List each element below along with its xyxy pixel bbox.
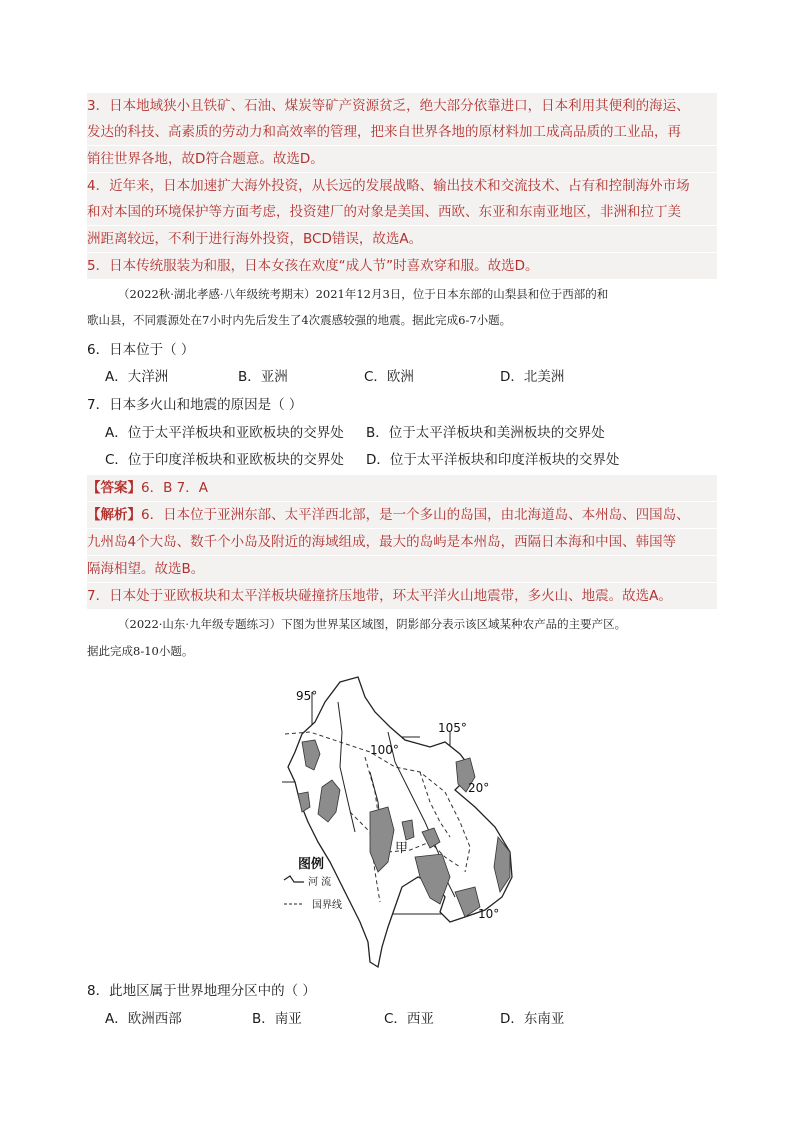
q8-option-d[interactable]: D．东南亚 [500,1011,565,1027]
explanation-line: 4．近年来，日本加速扩大海外投资，从长远的发展战略、输出技术和交流技术、占有和控制海外市场 [87,173,717,199]
analysis-line: 7．日本处于亚欧板块和太平洋板块碰撞挤压地带，环太平洋火山地震带，多火山、地震。故选A。 [87,583,717,609]
explanation-line: 3．日本地域狭小且铁矿、石油、煤炭等矿产资源贫乏，绝大部分依靠进口，日本利用其便利的海运、 [87,93,717,119]
q7-option-b[interactable]: B．位于太平洋板块和美洲板块的交界处 [366,425,605,441]
analysis-line [87,502,717,528]
analysis-line: 隔海相望。故选B。 [87,556,717,582]
q6-option-b[interactable]: B．亚洲 [238,369,288,385]
indochina-map [270,672,530,972]
question-8-stem: 8．此地区属于世界地理分区中的（ ） [87,983,316,999]
q8-option-b[interactable]: B．南亚 [252,1011,302,1027]
analysis-tag: 【解析】 [87,507,141,523]
question-7-stem: 7．日本多火山和地震的原因是（ ） [87,397,303,413]
question-intro: 歌山县，不同震源处在7小时内先后发生了4次震感较强的地震。据此完成6-7小题。 [87,313,512,327]
q7-option-c[interactable]: C．位于印度洋板块和亚欧板块的交界处 [105,452,344,468]
label-100: 100° [370,743,399,757]
explanation-line: 和对本国的环境保护等方面考虑，投资建厂的对象是美国、西欧、东亚和东南亚地区，非洲和拉丁美 [87,199,717,225]
question-6-stem: 6．日本位于（ ） [87,342,195,358]
q8-option-a[interactable]: A．欧洲西部 [105,1011,182,1027]
explanation-line: 5．日本传统服装为和服，日本女孩在欢度“成人节”时喜欢穿和服。故选D。 [87,253,717,279]
q7-option-a[interactable]: A．位于太平洋板块和亚欧板块的交界处 [105,425,344,441]
legend-border-label: 国界线 [312,900,342,911]
answer-tag: 【答案】 [87,480,141,496]
q6-option-c[interactable]: C．欧洲 [364,369,414,385]
q6-option-d[interactable]: D．北美洲 [500,369,565,385]
legend-river-symbol [284,876,304,882]
label-95: 95° [296,689,318,703]
q8-option-c[interactable]: C．西亚 [384,1011,434,1027]
legend-title: 图例 [298,857,325,872]
question-intro: （2022秋·湖北孝感·八年级统考期末）2021年12月3日，位于日本东部的山梨县和位于西部的和 [118,287,609,301]
analysis-text: 6．日本位于亚洲东部、太平洋西北部，是一个多山的岛国，由北海道岛、本州岛、四国岛、 [141,507,690,523]
question-intro: （2022·山东·九年级专题练习）下图为世界某区域图，阴影部分表示该区域某种农产品的主要产区。 [118,617,627,631]
explanation-line: 发达的科技、高素质的劳动力和高效率的管理，把来自世界各地的原材料加工成高品质的工业品，再 [87,119,717,145]
label-105: 105° [438,721,467,735]
label-jia: 甲 [395,841,409,856]
legend-river-label: 河 流 [308,877,332,888]
explanation-line: 销往世界各地，故D符合题意。故选D。 [87,146,717,172]
analysis-line: 九州岛4个大岛、数千个小岛及附近的海域组成，最大的岛屿是本州岛，西隔日本海和中国、韩国等 [87,529,717,555]
label-10: 10° [478,907,500,921]
question-intro: 据此完成8-10小题。 [87,644,194,658]
q6-option-a[interactable]: A．大洋洲 [105,369,169,385]
answer-text: 6．B 7．A [141,480,208,496]
explanation-line: 洲距离较远，不利于进行海外投资，BCD错误，故选A。 [87,226,717,252]
q7-option-d[interactable]: D．位于太平洋板块和印度洋板块的交界处 [366,452,620,468]
answer-line [87,475,717,501]
label-20: 20° [468,781,490,795]
region-outline [288,677,512,967]
